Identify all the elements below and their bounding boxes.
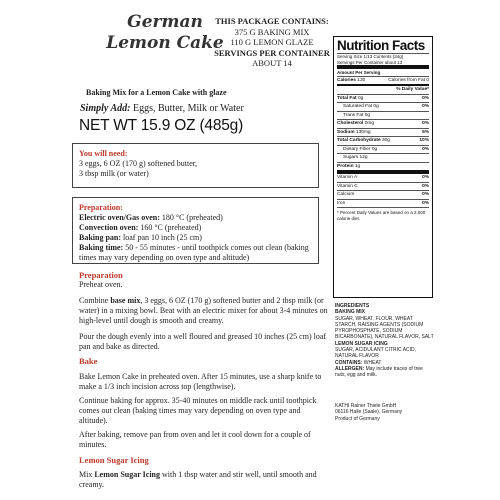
nutrient-label: Trans Fat — [343, 112, 364, 118]
servings-per-container: Servings Per Container about 13 — [337, 59, 403, 65]
servings-heading: SERVINGS PER CONTAINER — [214, 47, 330, 58]
nutrient-daily-value: 10% — [419, 138, 429, 143]
contains-text: WHEAT — [363, 359, 382, 366]
nutrient-amount: 0g — [371, 146, 378, 152]
nutrient-daily-value: 0% — [422, 95, 429, 101]
nutrient-daily-value: 0% — [422, 121, 429, 126]
vitamin-row — [337, 174, 429, 182]
nutrient-amount: 0mg — [364, 121, 375, 126]
nutrition-footnote: * Percent Daily Values are based on a 2,000 calorie diet. — [337, 207, 429, 221]
allergen-label: ALLERGEN: — [335, 365, 365, 372]
vitamin-row — [337, 190, 429, 199]
icing-label: LEMON SUGAR ICING — [335, 340, 388, 347]
pour-paragraph: Pour the dough evenly into a well floured and greased 10 inches (25 cm) loaf pan and bake as directed. — [79, 332, 327, 351]
allergen-text: May include traces of tree nuts, egg and milk. — [335, 365, 423, 379]
baking-mix-label: BAKING MIX — [335, 309, 365, 316]
simply-add-label: Simply Add: — [80, 103, 131, 114]
prep-electric: Electric oven/Gas oven: 180 °C (preheated) — [79, 213, 223, 222]
manufacturer-block — [335, 403, 435, 422]
nutrient-row — [337, 162, 429, 171]
package-contents — [214, 16, 330, 69]
icing-heading: Lemon Sugar Icing — [79, 455, 149, 465]
preheat-text: Preheat oven. — [79, 280, 123, 289]
manufacturer-line1: KATHI Rainer Thiele GmbH — [335, 403, 397, 409]
prep-box-heading: Preparation: — [79, 203, 123, 212]
serving-size: Serving Size 1/13 Contents (34g) — [337, 53, 429, 60]
bake-paragraph-3: After baking, remove pan from oven and let it cool down for a couple of minutes. — [79, 430, 311, 449]
nutrient-daily-value: 0% — [422, 146, 429, 152]
nutrient-row — [337, 136, 429, 145]
nutrient-label: Sodium — [337, 129, 355, 135]
you-will-need-line1: 3 eggs, 6 OZ (170 g) softened butter, — [79, 159, 198, 168]
vitamin-label: Vitamin A — [337, 175, 358, 180]
nutrient-amount: 0g — [373, 104, 379, 109]
nutrient-row — [337, 128, 429, 137]
you-will-need-box — [72, 143, 319, 188]
nutrient-row — [337, 153, 429, 162]
vitamin-rows — [337, 170, 429, 207]
contains-label: CONTAINS: — [335, 359, 363, 366]
nutrient-amount: 0g — [357, 95, 364, 101]
nutrient-label: Total Fat — [337, 95, 357, 101]
product-title-line1: German — [127, 12, 203, 32]
vitamin-daily-value: 0% — [422, 175, 429, 180]
package-heading: THIS PACKAGE CONTAINS: — [215, 16, 329, 26]
baking-mix-text: SUGAR, WHEAT, FLOUR, WHEAT STARCH, RAISING AGENTS (SODIUM PYROPHOSPHATE, SODIUM BICARBONATE), NATURAL FLAVOR, SALT — [335, 315, 434, 341]
simply-add-text: Eggs, Butter, Milk or Water — [132, 103, 244, 114]
amount-per-serving: Amount Per Serving — [337, 65, 429, 76]
nutrient-row — [337, 145, 429, 154]
nutrient-row — [337, 111, 429, 120]
calories-row: Calories 130 Calories from Fat 0 — [337, 77, 429, 83]
nutrient-label: Cholesterol — [337, 121, 364, 126]
manufacturer-line3: Product of Germany — [335, 415, 380, 422]
nutrient-amount: 130mg — [355, 129, 371, 135]
nutrient-amount: 0g — [364, 112, 371, 118]
package-item-glaze: 110 G LEMON GLAZE — [230, 37, 314, 47]
prep-pan: Baking pan: loaf pan 10 inch (25 cm) — [79, 233, 202, 242]
net-weight: NET WT 15.9 OZ (485g) — [79, 117, 244, 134]
nutrient-rows — [337, 94, 429, 171]
vitamin-label: Calcium — [337, 192, 355, 197]
ingredients-block — [335, 303, 435, 379]
preparation-box — [72, 197, 319, 264]
nutrient-amount: 1g — [354, 163, 361, 169]
you-will-need-heading: You will need: — [79, 149, 128, 158]
nutrient-label: Dietary Fiber — [343, 146, 371, 152]
instructions-prep-heading: Preparation Preheat oven. — [79, 270, 329, 290]
ingredients-heading: INGREDIENTS — [335, 303, 370, 309]
icing-paragraph: Mix Lemon Sugar Icing with 1 tbsp water and stir well, until smooth and creamy. — [79, 470, 317, 489]
nutrient-label: Sugars — [343, 155, 359, 160]
manufacturer-line2: 06116 Halle (Saale), Germany — [335, 409, 403, 416]
vitamin-label: Vitamin C — [337, 183, 358, 189]
vitamin-daily-value: 0% — [422, 183, 429, 189]
nutrient-row — [337, 119, 429, 128]
vitamin-daily-value: 0% — [422, 192, 429, 197]
vitamin-row — [337, 182, 429, 191]
nutrient-label: Saturated Fat — [343, 104, 373, 109]
prep-convection: Convection oven: 160 °C (preheated) — [79, 223, 202, 232]
prep-time: Baking time: 50 - 55 minutes - until toothpick comes out clean (baking times may vary depending on oven type and altitude) — [79, 243, 309, 262]
you-will-need-line2: 3 tbsp milk (or water) — [79, 169, 149, 178]
icing-text: SUGAR, ACIDULANT CITRIC ACID, NATURAL FLAVOR — [335, 347, 417, 360]
bake-paragraph-1: Bake Lemon Cake in preheated oven. After 15 minutes, use a sharp knife to make a 1/3 inch incision across top (lengthwise). — [79, 372, 322, 391]
nutrient-daily-value: 0% — [422, 104, 429, 109]
vitamin-row — [337, 199, 429, 208]
simply-add — [80, 103, 244, 114]
vitamin-label: Iron — [337, 200, 346, 206]
product-title — [100, 12, 230, 54]
nutrient-row — [337, 94, 429, 103]
nutrient-amount: 12g — [359, 155, 368, 160]
nutrition-title: Nutrition Facts — [337, 38, 425, 53]
nutrient-daily-value: 5% — [422, 129, 429, 135]
nutrient-row — [337, 102, 429, 111]
nutrient-label: Total Carbohydrate — [337, 138, 381, 143]
servings-value: ABOUT 14 — [252, 58, 292, 68]
vitamin-daily-value: 0% — [422, 200, 429, 206]
daily-value-header: % Daily Value* — [337, 84, 429, 94]
nutrition-facts-panel — [333, 36, 433, 298]
bake-heading: Bake — [79, 356, 98, 366]
nutrient-label: Protein — [337, 163, 354, 169]
bake-paragraph-2: Continue baking for approx. 35-40 minutes on middle rack until toothpick comes out clean (baking times may vary depending on oven type and altitude). — [79, 396, 317, 425]
product-title-line2: Lemon Cake — [106, 33, 224, 53]
package-item-baking-mix: 375 G BAKING MIX — [234, 26, 310, 37]
product-subtitle: Baking Mix for a Lemon Cake with glaze — [86, 88, 227, 97]
nutrient-amount: 30g — [381, 138, 390, 143]
combine-paragraph: Combine base mix, 3 eggs, 6 OZ (170 g) softened butter and 2 tbsp milk (or water) in a mixing bowl. Beat with an electric mixer for about 3-4 minutes on high-level until dough is smooth and creamy. — [79, 296, 328, 325]
